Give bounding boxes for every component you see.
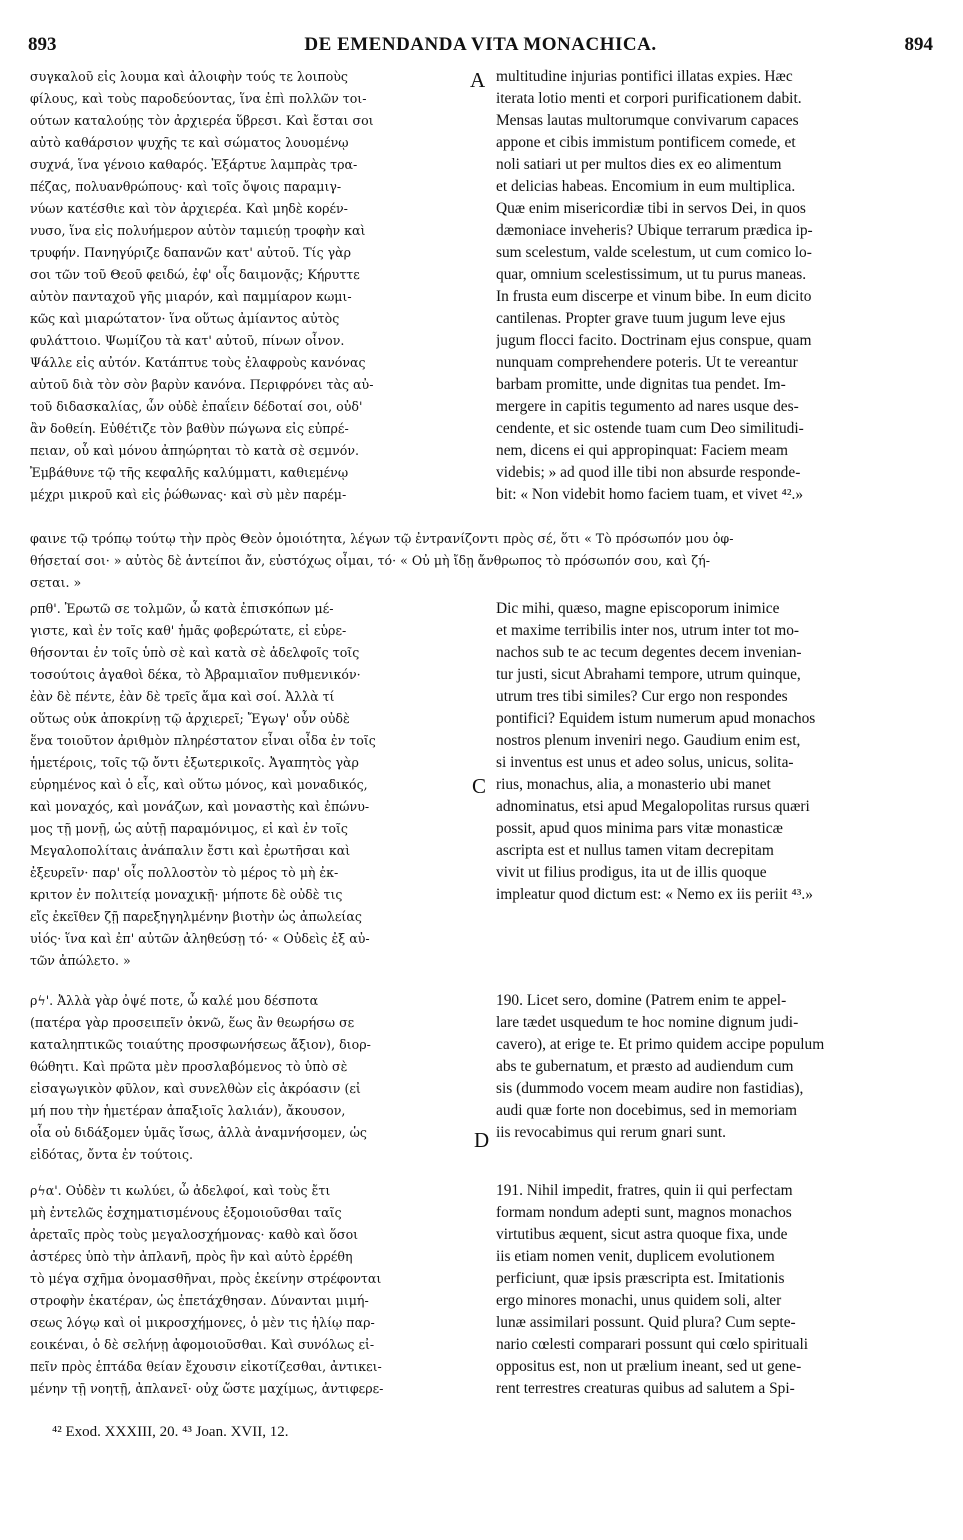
text-line: adnominatus, etsi apud Megalopolitas rursus quæri bbox=[496, 798, 810, 815]
footnote: ⁴² Exod. XXXIII, 20. ⁴³ Joan. XVII, 12. bbox=[52, 1424, 289, 1440]
text-line: στροφὴν ἑκατέραν, ὡς ἐπετάχθησαν. Δύνανται μιμή- bbox=[30, 1293, 369, 1308]
text-line: ergo minores monachi, unus quidem soli, alter bbox=[496, 1292, 782, 1309]
margin-marker-a: A bbox=[470, 68, 486, 92]
text-line: τοῦ διδασκαλίας, ὧν οὐδὲ ἐπαΐειν δέδοταί σοι, οὐδ' bbox=[30, 399, 363, 414]
text-line: συχνά, ἵνα γένοιο καθαρός. Ἐξάρτυε λαμπρὰς τρα- bbox=[30, 157, 358, 172]
text-line: οἷα οὐ διδάξομεν ὑμᾶς ἴσως, ἀλλὰ ἀναμνήσομεν, ὡς bbox=[30, 1125, 367, 1140]
text-line: perficiunt, quæ ipsis præscripta est. Imitationis bbox=[496, 1270, 785, 1287]
greek-column-bottom bbox=[30, 1180, 470, 1400]
text-line: oppositus est, non ut prælium ineant, sed ut gene- bbox=[496, 1358, 802, 1375]
text-line: nostros plenum inveniri nego. Gaudium enim est, bbox=[496, 732, 801, 749]
running-title: DE EMENDANDA VITA MONACHICA. bbox=[304, 34, 657, 55]
text-line: utrum tres tibi similes? Cur ergo non respondes bbox=[496, 688, 788, 705]
text-line: Ψάλλε εἰς αὐτόν. Κατάπτυε τοὺς ἐλαφροὺς κανόνας bbox=[30, 355, 366, 370]
text-line: nem, dicens ei qui appropinquat: Faciem meam bbox=[496, 442, 788, 459]
text-line: νυσο, ἵνα εἰς πολυήμερον αὐτὸν ταμιεύῃ τροφὴν καὶ bbox=[30, 223, 366, 238]
text-line: barbam promitte, unde dignitas tua pendet. Im- bbox=[496, 376, 786, 393]
greek-column-low bbox=[30, 990, 470, 1166]
text-line: οὕτως οὐκ ἀποκρίνῃ τῷ ἀρχιερεῖ; Ἔγωγ' οὖν οὐδὲ bbox=[30, 711, 350, 726]
text-line: φίλους, καὶ τοὺς παροδεύοντας, ἵνα ἐπὶ πολλῶν τοι- bbox=[30, 91, 367, 106]
margin-marker-d: D bbox=[474, 1128, 490, 1152]
text-line: θήσονται ἐν τοῖς ὑπὸ σὲ καὶ κατὰ σὲ ἀδελφοῖς τοῖς bbox=[30, 645, 360, 660]
text-line: Μεγαλοπολίταις ἀνάπαλιν ἔστι καὶ ἐρωτῆσαι καὶ bbox=[30, 843, 351, 858]
text-line: 190. Licet sero, domine (Patrem enim te appel- bbox=[496, 992, 787, 1009]
text-line: virtutibus æquent, sicut astra quoque fixa, unde bbox=[496, 1226, 788, 1243]
text-line: θήσεταί σοι· » αὐτὸς δὲ ἀντείποι ἄν, εὐστόχως οἶμαι, τό· « Οὐ μὴ ἴδῃ ἄνθρωπος τὸ πρόσωπόν σου, καὶ ζή- bbox=[30, 553, 710, 568]
text-line: φυλάττοιο. Ψωμίζου τὰ κατ' αὐτοῦ, πίνων οἶνον. bbox=[30, 333, 345, 348]
left-page-number: 893 bbox=[28, 34, 57, 55]
text-line: In frusta eum discerpe et vinum bibe. In eum dicito bbox=[496, 288, 812, 305]
text-line: αὐτὸν πανταχοῦ γῆς μιαρόν, καὶ παμμίαρον κωμι- bbox=[30, 289, 352, 304]
text-line: cendente, et sic ostende tuam cum Deo similitudi- bbox=[496, 420, 804, 437]
text-line: νύων κατέσθιε καὶ τὸν ἀρχιερέα. Καὶ μηδὲ κορέν- bbox=[30, 201, 348, 216]
text-line: si inventus est unus et adeo solus, unicus, solita- bbox=[496, 754, 794, 771]
text-line: lunæ assimilari possunt. Quid plura? Cum septe- bbox=[496, 1314, 796, 1331]
text-line: iis etiam nomen venit, duplicem evolutionem bbox=[496, 1248, 775, 1265]
text-line: φαινε τῷ τρόπῳ τούτῳ τὴν πρὸς Θεὸν ὁμοιότητα, λέγων τῷ ἐντρανίζοντι πρὸς σέ, ὅτι « Τὸ πρόσωπόν μου ὀφ- bbox=[30, 531, 734, 546]
text-line: formam nondum adepti sunt, magnos monachos bbox=[496, 1204, 792, 1221]
text-line: vivit ut filius prodigus, ita ut de illis quoque bbox=[496, 864, 767, 881]
full-width-lines bbox=[30, 528, 935, 594]
latin-column-bottom bbox=[496, 1180, 936, 1400]
text-line: αὐτοῦ διὰ τὸν σὸν βαρὺν κανόνα. Περιφρόνει τὰς αὐ- bbox=[30, 377, 374, 392]
text-line: impleatur quod dictum est: « Nemo ex iis periit ⁴³.» bbox=[496, 886, 813, 903]
text-line: (πατέρα γὰρ προσειπεῖν ὀκνῶ, ἕως ἂν θεωρήσω σε bbox=[30, 1015, 355, 1030]
margin-marker-c: C bbox=[472, 774, 487, 798]
text-line: ἐὰν δὲ πέντε, ἐὰν δὲ τρεῖς ἅμα καὶ σοί. Ἀλλὰ τί bbox=[30, 689, 335, 704]
text-line: τὸ μέγα σχῆμα ὀνομασθῆναι, πρὸς ἐκείνην στρέφονται bbox=[30, 1271, 382, 1286]
text-line: nachos sub te ac tecum degentes decem invenian- bbox=[496, 644, 802, 661]
text-line: mergere in capitis tegumento ad nares usque des- bbox=[496, 398, 799, 415]
text-line: cantilenas. Propter grave tuum jugum leve ejus bbox=[496, 310, 786, 327]
text-line: quar, omnium scelestissimum, ut tu purus maneas. bbox=[496, 266, 807, 283]
running-header bbox=[28, 34, 933, 60]
text-line: appone et cibis immistum pontificem comede, et bbox=[496, 134, 796, 151]
text-line: τῶν ἀπώλετο. » bbox=[30, 953, 131, 968]
text-line: ἡμετέροις, τοῖς τῷ ὄντι ἐξωτερικοῖς. Ἀγαπητὸς γὰρ bbox=[30, 755, 359, 770]
text-line: bit: « Non videbit homo faciem tuam, et vivet ⁴².» bbox=[496, 486, 804, 503]
text-line: lare tædet usquedum te hoc nomine dignum judi- bbox=[496, 1014, 799, 1031]
right-page-number: 894 bbox=[904, 34, 933, 55]
text-line: ἕνα τοιοῦτον ἀριθμὸν πληρέστατον εἶναι οἶδα ἐν τοῖς bbox=[30, 733, 376, 748]
text-line: ρϟ'. Ἀλλὰ γὰρ ὀψέ ποτε, ὦ καλέ μου δέσποτα bbox=[30, 993, 319, 1008]
text-line: κριτον ἐν πολιτείᾳ μοναχικῇ· μήποτε δὲ οὐδὲ τις bbox=[30, 887, 343, 902]
greek-column-mid bbox=[30, 598, 470, 972]
latin-column-mid bbox=[496, 598, 936, 906]
text-line: rius, monachus, alia, a monasterio ubi manet bbox=[496, 776, 771, 793]
text-line: εἰσαγωγικὸν φῦλον, καὶ συνελθὼν εἰς ἀκρόασιν (εἰ bbox=[30, 1081, 361, 1096]
text-line: possit, apud quos minima pars vitæ monasticæ bbox=[496, 820, 783, 837]
text-line: αὐτὸ καθάρσιον ψυχῆς τε καὶ σώματος λουομένῳ bbox=[30, 135, 349, 150]
text-line: iterata lotio menti et corpori purificationem dabit. bbox=[496, 90, 802, 107]
text-line: σεως λόγῳ καὶ οἱ μικροσχήμονες, ὁ μὲν τις ἡλίῳ παρ- bbox=[30, 1315, 375, 1330]
text-line: Ἐμβάθυνε τῷ τῆς κεφαλῆς καλύμματι, καθιεμένῳ bbox=[30, 465, 349, 480]
text-line: nunquam comprehendere poteris. Ut te vereantur bbox=[496, 354, 798, 371]
text-line: rent terrestres creaturas quibus ad salutem a Spi- bbox=[496, 1380, 795, 1397]
text-line: ἀστέρες ὑπὸ τὴν ἀπλανῆ, πρὸς ἣν καὶ αὐτὸ ἐρρέθη bbox=[30, 1249, 353, 1264]
text-line: τοσούτοις ἀγαθοὶ δέκα, τὸ Ἀβραμιαῖον πυθμενικόν· bbox=[30, 667, 361, 682]
text-line: iis revocabimus qui rerum gnari sunt. bbox=[496, 1124, 726, 1141]
text-line: ascripta est et nullus tamen vitam decrepitam bbox=[496, 842, 774, 859]
text-line: ἐξευρεῖν· παρ' οἷς πολλοστὸν τὸ μέρος τὸ μὴ ἐκ- bbox=[30, 865, 339, 880]
text-line: πέζας, πολυανθρώπους· καὶ τοῖς ὄψοις παραμιγ- bbox=[30, 179, 342, 194]
text-line: θώθητι. Καὶ πρῶτα μὲν προσλαβόμενος τὸ ὑπὸ σὲ bbox=[30, 1059, 348, 1074]
text-line: multitudine injurias pontifici illatas expies. Hæc bbox=[496, 68, 793, 85]
text-line: ρϟα'. Οὐδὲν τι κωλύει, ὦ ἀδελφοί, καὶ τοὺς ἔτι bbox=[30, 1183, 331, 1198]
text-line: sum scelestum, valde scelestum, ut cum comico lo- bbox=[496, 244, 812, 261]
text-line: ρπθ'. Ἐρωτῶ σε τολμῶν, ὦ κατὰ ἐπισκόπων μέ- bbox=[30, 601, 334, 616]
text-line: ἀρεταῖς πρὸς τοὺς μεγαλοσχήμονας· καθὸ καὶ ὅσοι bbox=[30, 1227, 359, 1242]
text-line: videbis; » ad quod ille tibi non absurde responde- bbox=[496, 464, 801, 481]
text-line: ἂν δοθείη. Εὐθέτιζε τὸν βαθὺν πώγωνα εἰς εὐπρέ- bbox=[30, 421, 349, 436]
text-line: εὑρημένος καὶ ὁ εἷς, καὶ οὕτω μόνος, καὶ μοναδικός, bbox=[30, 777, 368, 792]
text-line: ούτων καταλούῃς τὸν ἀρχιερέα ὕβρεσι. Καὶ ἔσται σοι bbox=[30, 113, 374, 128]
latin-column-low bbox=[496, 990, 936, 1144]
text-line: σοι τῶν τοῦ Θεοῦ φειδώ, ἐφ' οἷς δαιμονᾷς; Κήρυττε bbox=[30, 267, 360, 282]
text-line: μὴ ἐντελῶς ἐσχηματισμένους ἐξομοιοῦσθαι ταῖς bbox=[30, 1205, 342, 1220]
text-line: πειαν, οὗ καὶ μόνου ἀπηώρηται τὸ κατὰ σὲ σεμνόν. bbox=[30, 443, 360, 458]
text-line: dæmoniace inveheris? Ubique terrarum prædica ip- bbox=[496, 222, 813, 239]
text-line: εἰδότας, ὄντα ἐν τούτοις. bbox=[30, 1147, 194, 1162]
text-line: Quæ enim misericordiæ tibi in servos Dei, in quos bbox=[496, 200, 806, 217]
text-line: jugum flocci facito. Doctrinam ejus conspue, quam bbox=[496, 332, 812, 349]
text-line: sis (dummodo vocem meam audire non fastidias), bbox=[496, 1080, 804, 1097]
text-line: εοικέναι, ὁ δὲ σελήνῃ ἀφομοιοῦσθαι. Καὶ συνόλως εἰ- bbox=[30, 1337, 375, 1352]
text-line: εἴς ἐκεῖθεν ζῇ παρεξηγηλμένην βιοτὴν ὡς ἀπωλείας bbox=[30, 909, 362, 924]
text-line: abs te gubernatum, et præsto ad audiendum cum bbox=[496, 1058, 794, 1075]
text-line: et maxime terribilis inter nos, utrum inter tot mo- bbox=[496, 622, 800, 639]
text-line: cavero), at erige te. Et primo quidem accipe populum bbox=[496, 1036, 825, 1053]
text-line: τρυφήν. Πανηγύριζε δαπανῶν κατ' αὐτοῦ. Τίς γὰρ bbox=[30, 245, 352, 260]
text-line: καταληπτικῶς τοιαύτης προσφωνήσεως ἄξιον), διορ- bbox=[30, 1037, 371, 1052]
text-line: noli satiari ut per multos dies ex eo alimentum bbox=[496, 156, 782, 173]
text-line: audi quæ forte non docebimus, sed in memoriam bbox=[496, 1102, 797, 1119]
text-line: 191. Nihil impedit, fratres, quin ii qui perfectam bbox=[496, 1182, 793, 1199]
latin-column-top bbox=[496, 66, 936, 506]
text-line: Mensas lautas multorumque convivarum capaces bbox=[496, 112, 799, 129]
text-line: καὶ μοναχός, καὶ μονάζων, καὶ μοναστὴς καὶ ἐπώνυ- bbox=[30, 799, 370, 814]
text-line: κῶς καὶ μιαρώτατον· ἵνα οὕτως ἀμίαντος αὐτὸς bbox=[30, 311, 340, 326]
text-line: μέχρι μικροῦ καὶ εἰς ῥώθωνας· καὶ σὺ μὲν παρέμ- bbox=[30, 487, 347, 502]
greek-column-top bbox=[30, 66, 470, 506]
text-line: pontifici? Equidem istum numerum apud monachos bbox=[496, 710, 816, 727]
text-line: πεῖν πρὸς ἑπτάδα θείαν ἔχουσιν εἰκοτίζεσθαι, ἀντικει- bbox=[30, 1359, 382, 1374]
text-line: et delicias habeas. Encomium in eum multiplica. bbox=[496, 178, 796, 195]
text-line: tur justi, sicut Abrahami tempore, utrum quinque, bbox=[496, 666, 801, 683]
text-line: υἱός· ἵνα καὶ ἐπ' αὐτῶν ἀληθεύσῃ τό· « Οὐδεὶς ἐξ αὐ- bbox=[30, 931, 370, 946]
text-line: nario cœlesti comparari possunt qui cœlo spirituali bbox=[496, 1336, 809, 1353]
text-line: σεται. » bbox=[30, 575, 82, 590]
text-line: Dic mihi, quæso, magne episcoporum inimice bbox=[496, 600, 780, 617]
text-line: μή που τὴν ἡμετέραν ἀπαξιοῖς λαλιάν), ἄκουσον, bbox=[30, 1103, 346, 1118]
text-line: μένην τῇ νοητῇ, ἀπλανεῖ· οὐχ ὥστε μαχίμως, ἀντιφερε- bbox=[30, 1381, 384, 1396]
text-line: συγκαλοῦ εἰς λουμα καὶ ἀλοιφὴν τούς τε λοιποὺς bbox=[30, 69, 348, 84]
text-line: μος τῇ μονῇ, ὡς αὐτῇ παραμόνιμος, εἰ καὶ ἐν τοῖς bbox=[30, 821, 348, 836]
text-line: γιστε, καὶ ἐν τοῖς καθ' ἡμᾶς φοβερώτατε, εἰ εὑρε- bbox=[30, 623, 347, 638]
